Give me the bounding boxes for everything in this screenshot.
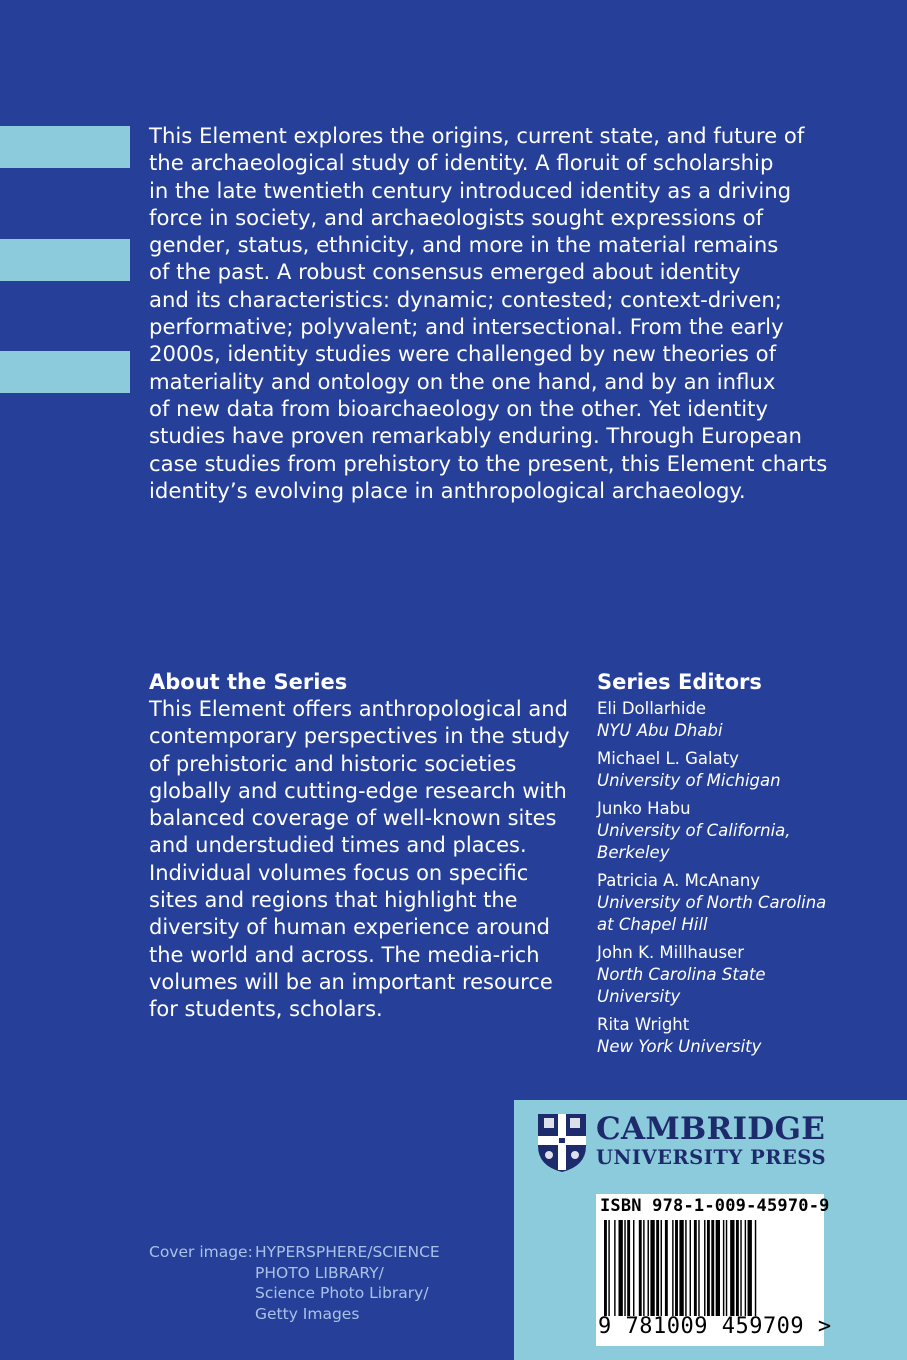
about-line: of prehistoric and historic societies <box>149 751 517 776</box>
about-line: balanced coverage of well-known sites <box>149 806 557 831</box>
about-line: sites and regions that highlight the <box>149 888 518 913</box>
barcode-bar <box>690 1220 691 1316</box>
abstract-line: performative; polyvalent; and intersectional. From the early <box>149 314 784 340</box>
publisher-logo <box>536 1112 826 1174</box>
barcode-bar <box>650 1220 654 1316</box>
editor-entry <box>597 798 897 864</box>
accent-bar <box>0 126 130 168</box>
credit-label: Cover image: <box>149 1243 253 1261</box>
publisher-wordmark <box>596 1112 826 1170</box>
barcode-bar <box>619 1220 623 1316</box>
abstract-line: the archaeological study of identity. A floruit of scholarship <box>149 150 774 176</box>
barcode-bar <box>675 1220 678 1316</box>
ean-digits: 9 781009 459709 > <box>598 1314 832 1339</box>
isbn-barcode <box>596 1194 832 1346</box>
abstract-line: studies have proven remarkably enduring. Through European <box>149 423 802 449</box>
editor-affiliation: University of California, Berkeley <box>597 821 791 862</box>
barcode-bar <box>648 1220 649 1316</box>
cambridge-shield-icon <box>536 1112 588 1174</box>
editor-name: Eli Dollarhide <box>597 699 707 718</box>
barcode-bar <box>672 1220 673 1316</box>
barcode-bar <box>685 1220 686 1316</box>
accent-bar <box>0 351 130 393</box>
barcode-bar <box>661 1220 662 1316</box>
about-line: and understudied times and places. <box>149 833 527 858</box>
barcode-bar <box>627 1220 630 1316</box>
isbn-number: ISBN 978-1-009-45970-9 <box>600 1196 830 1216</box>
barcode-bar <box>656 1220 659 1316</box>
editor-entry <box>597 698 897 742</box>
barcode-bar <box>740 1220 741 1316</box>
editor-name: Michael L. Galaty <box>597 749 739 768</box>
abstract-line: in the late twentieth century introduced identity as a driving <box>149 177 792 203</box>
barcode-bar <box>730 1220 734 1316</box>
barcode-bar <box>755 1220 756 1316</box>
barcode-bar <box>679 1220 683 1316</box>
editor-affiliation: University of North Carolina at Chapel Hill <box>597 893 827 934</box>
barcode-bar <box>694 1220 697 1316</box>
abstract-line: force in society, and archaeologists sought expressions of <box>149 204 764 230</box>
about-line: the world and across. The media-rich <box>149 942 540 967</box>
about-series-text <box>149 696 579 1024</box>
about-series-section <box>149 668 579 1024</box>
editor-affiliation: New York University <box>597 1037 762 1056</box>
editor-entry <box>597 870 897 936</box>
editor-entry <box>597 1014 897 1058</box>
editor-name: Patricia A. McAnany <box>597 871 761 890</box>
editor-affiliation: North Carolina State University <box>597 965 766 1006</box>
abstract-line: 2000s, identity studies were challenged by new theories of <box>149 341 777 367</box>
about-line: diversity of human experience around <box>149 915 551 940</box>
about-line: contemporary perspectives in the study <box>149 724 570 749</box>
abstract-line: and its characteristics: dynamic; contested; context-driven; <box>149 286 782 312</box>
publisher-name: CAMBRIDGE <box>596 1111 826 1147</box>
barcode-bar <box>643 1220 644 1316</box>
abstract-line: This Element explores the origins, current state, and future of <box>149 123 805 148</box>
abstract-line: materiality and ontology on the one hand, and by an influx <box>149 368 776 394</box>
barcode-bar <box>633 1220 634 1316</box>
editor-entry <box>597 942 897 1008</box>
editor-name: Rita Wright <box>597 1015 690 1034</box>
abstract-line: of the past. A robust consensus emerged about identity <box>149 259 741 285</box>
barcode-bar <box>707 1220 710 1316</box>
about-line: Individual volumes focus on specific <box>149 860 529 885</box>
barcode-bar <box>614 1220 615 1316</box>
about-line: volumes will be an important resource <box>149 969 553 994</box>
editor-entry <box>597 748 897 792</box>
about-line: for students, scholars. <box>149 997 383 1022</box>
barcode-bar <box>698 1220 699 1316</box>
publisher-press: UNIVERSITY PRESS <box>596 1146 827 1169</box>
barcode-bar <box>604 1220 607 1316</box>
about-line: globally and cutting-edge research with <box>149 778 567 803</box>
abstract-line: identity’s evolving place in anthropological archaeology. <box>149 477 746 503</box>
barcode-bar <box>665 1220 668 1316</box>
barcode-bar <box>726 1220 727 1316</box>
editor-name: John K. Millhauser <box>597 943 744 962</box>
editor-affiliation: NYU Abu Dhabi <box>597 721 723 740</box>
editor-name: Junko Habu <box>597 799 691 818</box>
barcode-bar <box>748 1220 752 1316</box>
barcode-bar <box>624 1220 625 1316</box>
barcode-bar <box>711 1220 714 1316</box>
about-series-heading: About the Series <box>149 670 348 694</box>
publisher-panel <box>514 1100 907 1360</box>
barcode-bar <box>736 1220 739 1316</box>
barcode-bar <box>716 1220 720 1316</box>
barcode-bar <box>639 1220 642 1316</box>
accent-bar <box>0 239 130 281</box>
barcode-bar <box>704 1220 705 1316</box>
abstract-line: gender, status, ethnicity, and more in the material remains <box>149 232 779 258</box>
editor-affiliation: University of Michigan <box>597 771 781 790</box>
abstract-text <box>149 122 829 504</box>
barcode-bar <box>608 1220 609 1316</box>
barcode-bar <box>723 1220 724 1316</box>
abstract-line: of new data from bioarchaeology on the other. Yet identity <box>149 395 768 421</box>
cover-image-credit <box>149 1242 440 1324</box>
abstract-line: case studies from prehistory to the present, this Element charts <box>149 450 828 476</box>
credit-value: HYPERSPHERE/SCIENCE PHOTO LIBRARY/ Science Photo Library/ Getty Images <box>255 1243 440 1323</box>
barcode-bar <box>745 1220 746 1316</box>
about-line: This Element offers anthropological and <box>149 697 568 721</box>
series-editors-section <box>597 668 897 1064</box>
barcode-bars <box>604 1220 816 1316</box>
series-editors-heading: Series Editors <box>597 670 762 694</box>
